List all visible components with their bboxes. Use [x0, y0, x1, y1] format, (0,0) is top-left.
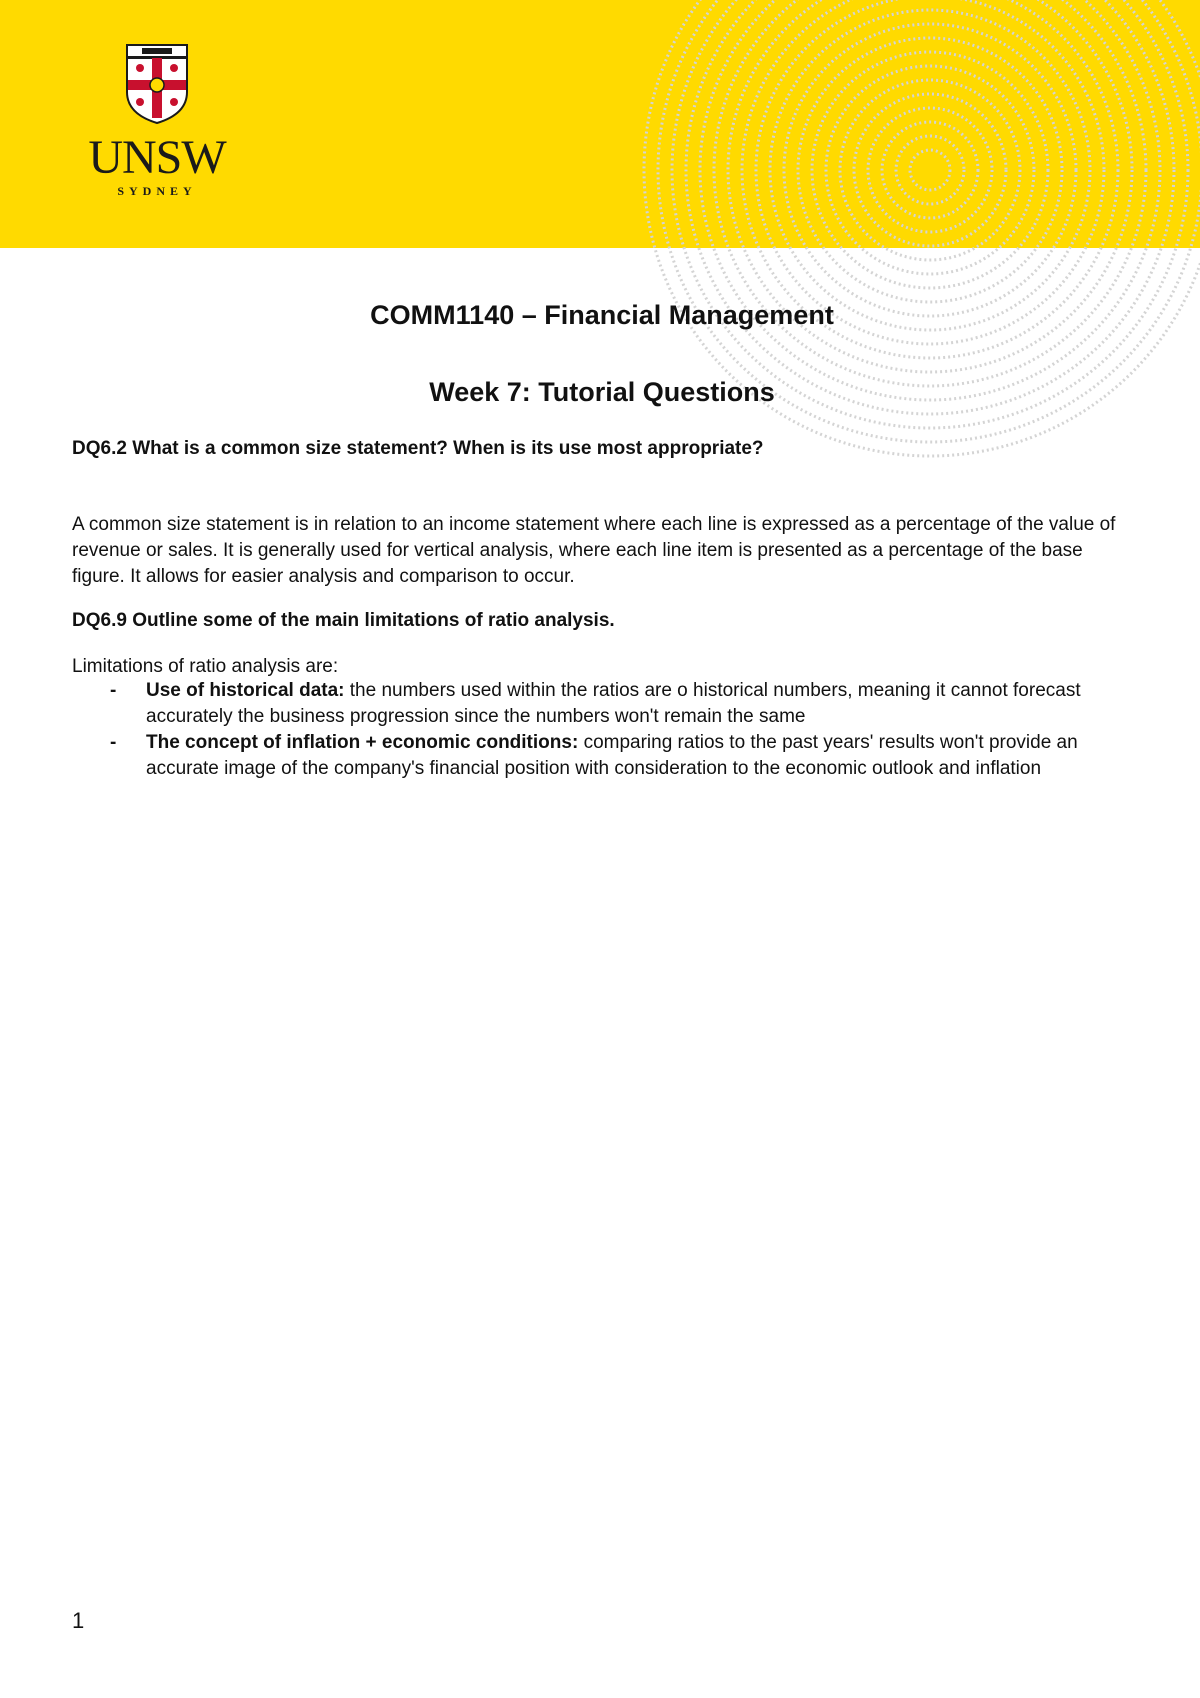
question-dq6-2: DQ6.2 What is a common size statement? When is its use most appropriate?	[72, 438, 764, 459]
bullet-dash: -	[110, 680, 117, 701]
answer-dq6-2: A common size statement is in relation to an income statement where each line is expressed as a percentage of the value of revenue or sales. It is generally used for vertical analysis, where each line item is presented as a percentage of the base figure. It allows for easier analysis and comparison to occur.	[72, 514, 1116, 587]
page-number: 1	[72, 1608, 85, 1633]
logo-wordmark: UNSW	[88, 131, 226, 184]
list-item	[72, 730, 1132, 782]
limitations-intro: Limitations of ratio analysis are:	[72, 656, 339, 677]
document-subtitle: Week 7: Tutorial Questions	[429, 377, 775, 407]
bullet-dash: -	[110, 732, 117, 753]
university-crest-icon	[126, 44, 188, 124]
question-dq6-9: DQ6.9 Outline some of the main limitations of ratio analysis.	[72, 610, 615, 631]
logo-subword: SYDNEY	[117, 184, 197, 198]
limitations-list	[72, 678, 1132, 782]
limitation-term: The concept of inflation + economic conditions:	[146, 732, 584, 753]
limitation-text: comparing ratios to the past years' results won't provide an accurate image of the company's financial position with consideration to the economic outlook and inflation	[146, 732, 1078, 779]
list-item	[72, 678, 1132, 730]
limitation-term: Use of historical data:	[146, 680, 350, 701]
unsw-logo	[82, 44, 232, 204]
limitation-text: the numbers used within the ratios are o historical numbers, meaning it cannot forecast accurately the business progression since the numbers won't remain the same	[146, 680, 1081, 727]
document-body	[72, 300, 1132, 782]
document-title: COMM1140 – Financial Management	[370, 300, 834, 330]
